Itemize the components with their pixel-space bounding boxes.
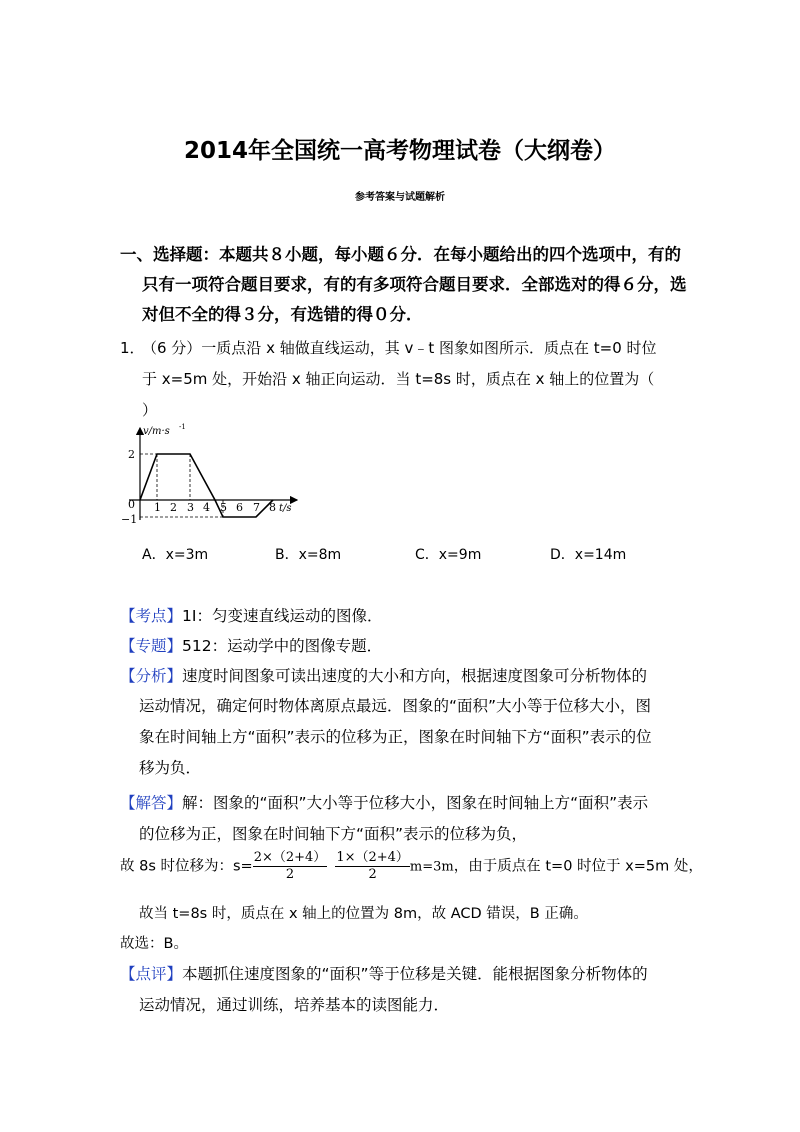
question-line-3: ）: [142, 401, 158, 419]
y-axis-label: v/m·s: [143, 426, 170, 437]
fraction-2: $\frac{1\times(2+4)}{2}$: [336, 850, 409, 882]
x-tick-4: 4: [203, 501, 210, 514]
zhuanti-text: 512：运动学中的图像专题．: [182, 637, 383, 655]
section-heading-line-1: 一、选择题：本题共８小题，每小题６分．在每小题给出的四个选项中，有的: [120, 245, 681, 264]
option-d: D．x=14m: [550, 547, 627, 563]
y-tick-2: 2: [128, 448, 135, 461]
x-tick-2: 2: [170, 501, 177, 514]
question-line-2: 于 x=5m 处，开始沿 x 轴正向运动．当 t=8s 时，质点在 x 轴上的位置为（: [142, 370, 655, 388]
page-subtitle: 参考答案与试题解析: [355, 192, 445, 203]
formula-prefix: 故 8s 时位移为：s=: [120, 858, 253, 875]
x-tick-8: 8: [269, 501, 276, 514]
fenxi-line-2: 运动情况，确定何时物体离原点最远．图象的“面积”大小等于位移大小，图: [139, 697, 652, 715]
y-axis-exponent: -1: [179, 423, 186, 431]
x-tick-3: 3: [187, 501, 194, 514]
x-tick-1: 1: [154, 501, 161, 514]
kaodian-text: 1I：匀变速直线运动的图像．: [182, 607, 383, 625]
fenxi-line-3: 象在时间轴上方“面积”表示的位移为正，图象在时间轴下方“面积”表示的位: [139, 728, 652, 746]
section-heading-line-3: 对但不全的得３分，有选错的得０分．: [142, 305, 423, 324]
formula-suffix: ，由于质点在 t=0 时位于 x=5m 处，: [453, 858, 703, 875]
zhuanti-label: 【专题】: [120, 637, 183, 655]
fenxi-line-4: 移为负．: [139, 759, 202, 777]
formula-result: m=3m: [409, 859, 454, 875]
fraction-1: $\frac{2\times(2+4)}{2}$: [253, 850, 327, 882]
fenxi-label: 【分析】: [120, 667, 183, 685]
option-b: B．x=8m: [275, 547, 342, 563]
kaodian-label: 【考点】: [120, 607, 183, 625]
dianping-row: [120, 962, 648, 984]
jieda-line-1: 解：图象的“面积”大小等于位移大小，图象在时间轴上方“面积”表示: [182, 794, 649, 812]
x-tick-7: 7: [253, 501, 260, 514]
jieda-label: 【解答】: [120, 794, 183, 812]
jieda-line-3: 故当 t=8s 时，质点在 x 轴上的位置为 8m，故 ACD 错误，B 正确。: [139, 906, 588, 922]
dianping-line-1: 本题抓住速度图象的“面积”等于位移是关键．能根据图象分析物体的: [182, 965, 648, 983]
fenxi-row: [120, 664, 647, 686]
jieda-line-2: 的位移为正，图象在时间轴下方“面积”表示的位移为负，: [139, 825, 528, 843]
zhuanti-row: [120, 634, 382, 656]
question-line-1: （6 分）一质点沿 x 轴做直线运动，其 v﹣t 图象如图所示．质点在 t=0 时位: [142, 339, 657, 357]
jieda-formula-line: [120, 850, 703, 883]
x-axis-label: t/s: [279, 503, 292, 514]
dianping-line-2: 运动情况，通过训练，培养基本的读图能力．: [139, 996, 450, 1014]
x-tick-6: 6: [236, 501, 243, 514]
question-number: 1．: [120, 339, 145, 357]
jieda-row: [120, 791, 648, 813]
answer-choice: 故选：B。: [120, 936, 188, 952]
kaodian-row: [120, 604, 382, 626]
dianping-label: 【点评】: [120, 965, 183, 983]
page-title: 2014年全国统一高考物理试卷（大纲卷）: [183, 138, 616, 164]
x-tick-5: 5: [220, 501, 227, 514]
option-a: A．x=3m: [142, 547, 209, 563]
section-heading-line-2: 只有一项符合题目要求，有的有多项符合题目要求．全部选对的得６分，选: [142, 275, 687, 294]
vt-graph: [115, 420, 315, 532]
fenxi-line-1: 速度时间图象可读出速度的大小和方向，根据速度图象可分析物体的: [182, 667, 648, 685]
y-tick-0: 0: [128, 498, 135, 511]
y-tick-neg1: −1: [121, 513, 138, 526]
option-c: C．x=9m: [415, 547, 482, 563]
